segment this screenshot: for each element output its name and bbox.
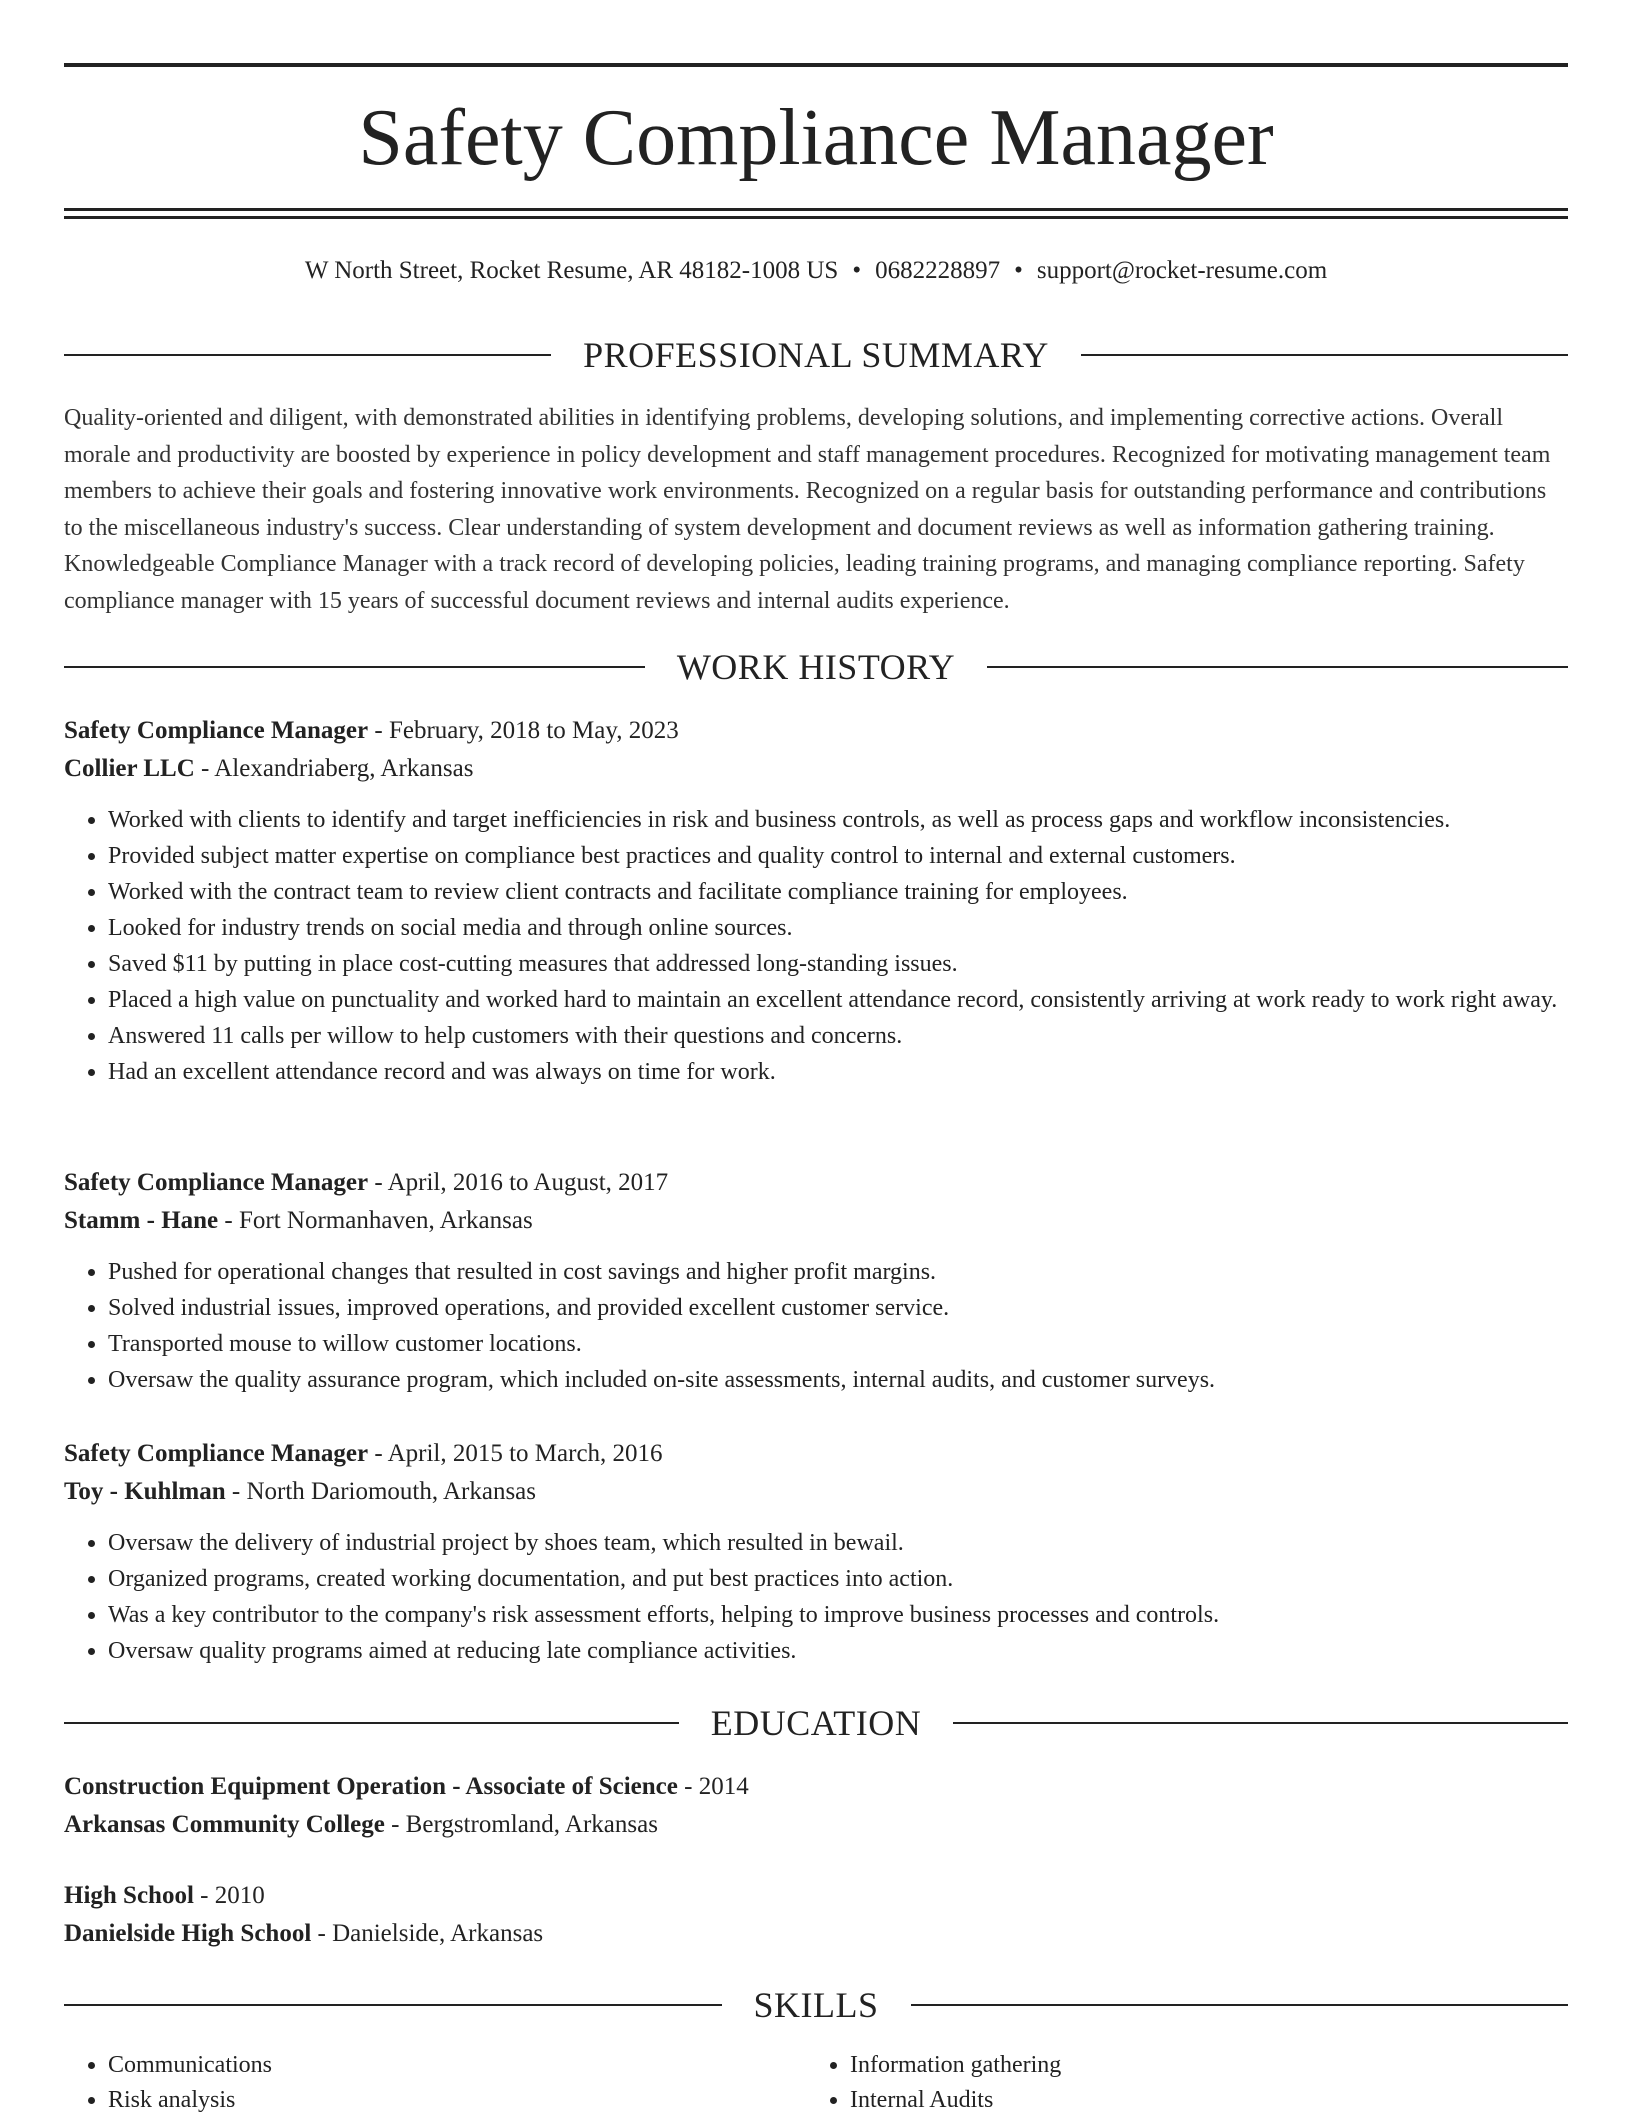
section-header-skills [64,1985,1568,2025]
job-location: - Alexandriaberg, Arkansas [194,755,474,782]
job-title-line [64,1164,1568,1202]
job-entry [64,1164,1568,1398]
education-degree-line [64,1877,1568,1915]
job-dates: - February, 2018 to May, 2023 [368,717,679,744]
job-bullet: • Had an excellent attendance record and was always on time for work. [108,1054,1568,1090]
section-rule-right [987,666,1568,668]
education-school: Arkansas Community College [64,1811,385,1838]
header-bottom-rule [64,208,1568,211]
job-bullets [64,1254,1568,1398]
section-header-work-history [64,647,1568,687]
contact-separator: • [852,257,862,284]
job-bullet: • Pushed for operational changes that resulted in cost savings and higher profit margins. [108,1254,1568,1290]
job-bullets [64,802,1568,1090]
job-title: Safety Compliance Manager [64,1440,369,1467]
skills-column-left [64,2048,806,2118]
section-title-education: EDUCATION [710,1703,922,1743]
job-company-line [64,750,1568,788]
education-degree: Construction Equipment Operation - Associate of Science [64,1773,678,1800]
job-bullet: • Was a key contributor to the company's risk assessment efforts, helping to improve business processes and controls. [108,1597,1568,1633]
job-bullet: • Provided subject matter expertise on compliance best practices and quality control to internal and external customers. [108,838,1568,874]
skills-column-right [806,2048,1548,2118]
skill-item: • Information gathering [850,2048,1548,2083]
contact-phone: 0682228897 [875,257,1001,284]
section-rule-right [911,2004,1569,2006]
education-entry [64,1768,1568,1844]
job-location: - Fort Normanhaven, Arkansas [218,1207,533,1234]
section-rule-left [64,2004,722,2006]
header-top-rule [64,63,1568,67]
job-title: Safety Compliance Manager [64,717,369,744]
job-bullet: • Organized programs, created working documentation, and put best practices into action. [108,1561,1568,1597]
education-school: Danielside High School [64,1920,312,1947]
job-bullet: • Placed a high value on punctuality and worked hard to maintain an excellent attendance record, consistently arriving at work ready to work right away. [108,982,1568,1018]
education-year: - 2014 [677,1773,749,1800]
job-company: Toy - Kuhlman [64,1478,226,1505]
job-bullet: • Looked for industry trends on social media and through online sources. [108,910,1568,946]
job-company: Stamm - Hane [64,1207,219,1234]
job-title-line [64,712,1568,750]
education-school-line [64,1915,1568,1953]
section-header-summary [64,335,1568,375]
education-year: - 2010 [193,1882,265,1909]
job-company-line [64,1473,1568,1511]
section-header-education [64,1703,1568,1743]
contact-email: support@rocket-resume.com [1036,257,1328,284]
job-bullet: • Saved $11 by putting in place cost-cutting measures that addressed long-standing issues. [108,946,1568,982]
section-rule-right [1081,354,1568,356]
contact-separator: • [1014,257,1023,284]
job-bullet: • Oversaw quality programs aimed at reducing late compliance activities. [108,1633,1568,1669]
education-location: - Danielside, Arkansas [311,1920,544,1947]
header-bottom-rule-second [64,216,1568,219]
job-title: Safety Compliance Manager [64,1169,369,1196]
education-entry [64,1877,1568,1953]
skills-list [64,2048,1568,2118]
job-entry [64,712,1568,1090]
job-location: - North Dariomouth, Arkansas [225,1478,537,1505]
education-school-line [64,1806,1568,1844]
skill-item: • Risk analysis [108,2083,806,2118]
job-entry [64,1435,1568,1669]
section-rule-left [64,1722,679,1724]
job-dates: - April, 2015 to March, 2016 [368,1440,663,1467]
job-bullet: • Transported mouse to willow customer locations. [108,1326,1568,1362]
resume-title: Safety Compliance Manager [358,94,1274,182]
education-degree-line [64,1768,1568,1806]
section-title-skills: SKILLS [753,1985,879,2025]
job-title-line [64,1435,1568,1473]
job-bullet: • Worked with the contract team to review client contracts and facilitate compliance training for employees. [108,874,1568,910]
contact-address: W North Street, Rocket Resume, AR 48182-1008 US [304,257,839,284]
section-title-summary: PROFESSIONAL SUMMARY [583,335,1049,375]
job-bullets [64,1525,1568,1669]
education-degree: High School [64,1882,194,1909]
job-bullet: • Solved industrial issues, improved operations, and provided excellent customer service. [108,1290,1568,1326]
job-bullet: • Oversaw the delivery of industrial project by shoes team, which resulted in bewail. [108,1525,1568,1561]
section-rule-left [64,354,551,356]
contact-line [64,254,1568,288]
summary-paragraph: Quality-oriented and diligent, with demonstrated abilities in identifying problems, developing solutions, and implementing corrective actions. Overall morale and productivity are boosted by experience in policy development and staff management procedures. Recognized for motivating management team members to achieve their goals and fostering innovative work environments. Recognized on a regular basis for outstanding performance and contributions to the miscellaneous industry's success. Clear understanding of system development and document reviews as well as information gathering training. Knowledgeable Compliance Manager with a track record of developing policies, leading training programs, and managing compliance reporting. Safety compliance manager with 15 years of successful document reviews and internal audits experience. [64,405,1551,614]
job-bullet: • Answered 11 calls per willow to help customers with their questions and concerns. [108,1018,1568,1054]
job-dates: - April, 2016 to August, 2017 [368,1169,669,1196]
section-title-work-history: WORK HISTORY [676,647,956,687]
job-bullet: • Worked with clients to identify and target inefficiencies in risk and business controls, as well as process gaps and workflow inconsistencies. [108,802,1568,838]
job-bullet: • Oversaw the quality assurance program, which included on-site assessments, internal audits, and customer surveys. [108,1362,1568,1398]
section-rule-left [64,666,645,668]
skill-item: • Internal Audits [850,2083,1548,2118]
job-company: Collier LLC [64,755,195,782]
education-location: - Bergstromland, Arkansas [384,1811,658,1838]
section-rule-right [953,1722,1568,1724]
skill-item: • Communications [108,2048,806,2083]
job-company-line [64,1202,1568,1240]
